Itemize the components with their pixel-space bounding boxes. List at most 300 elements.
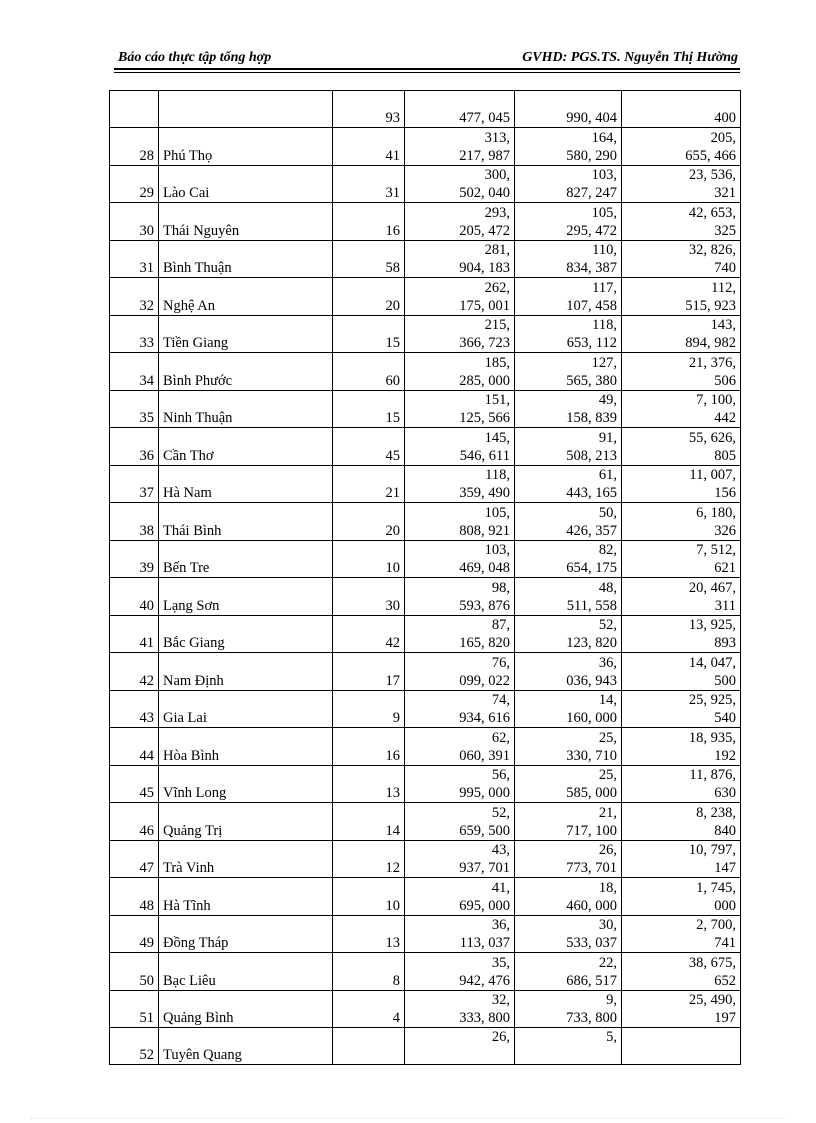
- table-row: [110, 128, 741, 166]
- value-line-1: 30,: [598, 917, 617, 933]
- table-row: [110, 428, 741, 466]
- value-line-1: 110,: [592, 242, 617, 258]
- value-line-1: 117,: [592, 279, 617, 296]
- value-line-2: [409, 1046, 510, 1064]
- project-count-cell: 20: [333, 503, 405, 541]
- value-line-2: 330, 710: [566, 747, 617, 764]
- registered-capital-cell: [405, 915, 515, 953]
- value-line-2: 659, 500: [459, 822, 510, 839]
- row-number-cell: 34: [110, 353, 159, 391]
- value-line-1: 205,: [710, 129, 736, 146]
- value-line-2: 125, 566: [459, 410, 510, 426]
- value-line-1: 55, 626,: [688, 429, 736, 446]
- value-line-1: 74,: [491, 692, 510, 708]
- row-number-cell: 42: [110, 653, 159, 691]
- table-row: [110, 540, 741, 578]
- third-value-cell: [622, 390, 741, 428]
- value-line-2: 158, 839: [566, 410, 617, 426]
- project-count-cell: 16: [333, 728, 405, 766]
- value-line-2: [519, 1046, 617, 1064]
- project-count-cell: 41: [333, 128, 405, 166]
- table-row: [110, 615, 741, 653]
- value-line-2: 460, 000: [566, 897, 617, 914]
- implemented-capital-cell: [515, 203, 622, 241]
- row-number-cell: 39: [110, 540, 159, 578]
- table-row: [110, 315, 741, 353]
- value-line-1: 313,: [484, 129, 510, 146]
- province-cell: Bạc Liêu: [159, 953, 333, 991]
- implemented-capital-cell: [515, 990, 622, 1028]
- table-row: [110, 240, 741, 278]
- implemented-capital-cell: [515, 578, 622, 616]
- table-row: [110, 915, 741, 953]
- header-rule-thin: [114, 72, 740, 73]
- value-line-1: 118,: [485, 467, 510, 483]
- value-line-1: 293,: [484, 204, 510, 221]
- registered-capital-cell: [405, 953, 515, 991]
- third-value-cell: [622, 878, 741, 916]
- value-line-2: 934, 616: [459, 710, 510, 726]
- project-count-cell: 13: [333, 915, 405, 953]
- row-number-cell: 44: [110, 728, 159, 766]
- implemented-capital-cell: [515, 390, 622, 428]
- registered-capital-cell: [405, 840, 515, 878]
- value-line-2: 654, 175: [566, 560, 617, 576]
- value-line-1: 25, 925,: [688, 692, 736, 708]
- value-line-1: 36,: [598, 654, 617, 671]
- value-line-1: 61,: [598, 467, 617, 483]
- table-row: [110, 878, 741, 916]
- value-line-2: 099, 022: [459, 672, 510, 689]
- third-value-cell: [622, 165, 741, 203]
- table-row: [110, 165, 741, 203]
- table-row: [110, 840, 741, 878]
- province-cell: Bắc Giang: [159, 615, 333, 653]
- province-cell: Đồng Tháp: [159, 915, 333, 953]
- project-count-cell: 10: [333, 540, 405, 578]
- value-line-1: 87,: [491, 617, 510, 633]
- registered-capital-cell: [405, 990, 515, 1028]
- province-cell: Bình Thuận: [159, 240, 333, 278]
- value-line-2: 285, 000: [459, 372, 510, 389]
- implemented-capital-cell: [515, 428, 622, 466]
- project-count-cell: 17: [333, 653, 405, 691]
- third-value-cell: [622, 203, 741, 241]
- third-value-cell: [622, 653, 741, 691]
- value-line-2: 894, 982: [685, 335, 736, 351]
- value-line-1: [409, 91, 510, 109]
- row-number-cell: 40: [110, 578, 159, 616]
- value-line-1: 36,: [491, 917, 510, 933]
- row-number-cell: 43: [110, 690, 159, 728]
- table-row: [110, 953, 741, 991]
- table-row: [110, 91, 741, 128]
- implemented-capital-cell: [515, 953, 622, 991]
- value-line-1: 56,: [491, 767, 510, 783]
- value-line-1: 151,: [484, 392, 510, 408]
- project-count-cell: 10: [333, 878, 405, 916]
- value-line-2: 156: [714, 485, 736, 501]
- value-line-2: 311: [714, 597, 736, 614]
- value-line-2: 585, 000: [566, 785, 617, 801]
- value-line-1: 18, 935,: [688, 729, 736, 746]
- implemented-capital-cell: [515, 315, 622, 353]
- value-line-2: 937, 701: [459, 860, 510, 876]
- value-line-2: 400: [714, 110, 736, 126]
- value-line-2: 160, 000: [566, 710, 617, 726]
- registered-capital-cell: [405, 165, 515, 203]
- province-cell: Cần Thơ: [159, 428, 333, 466]
- value-line-1: 48,: [598, 579, 617, 596]
- province-cell: Tiền Giang: [159, 315, 333, 353]
- project-count-cell: 9: [333, 690, 405, 728]
- value-line-2: 426, 357: [566, 522, 617, 539]
- value-line-1: 127,: [591, 354, 617, 371]
- implemented-capital-cell: [515, 128, 622, 166]
- implemented-capital-cell: [515, 728, 622, 766]
- registered-capital-cell: [405, 203, 515, 241]
- province-cell: Nghệ An: [159, 278, 333, 316]
- value-line-2: 469, 048: [459, 560, 510, 576]
- province-cell: Thái Nguyên: [159, 203, 333, 241]
- value-line-1: 262,: [484, 279, 510, 296]
- value-line-2: 893: [714, 635, 736, 651]
- value-line-2: 000: [714, 897, 736, 914]
- value-line-1: 7, 512,: [696, 542, 736, 558]
- value-line-1: 91,: [598, 429, 617, 446]
- registered-capital-cell: [405, 690, 515, 728]
- province-cell: Lào Cai: [159, 165, 333, 203]
- row-number-cell: 28: [110, 128, 159, 166]
- value-line-2: 827, 247: [566, 185, 617, 201]
- value-line-1: 82,: [598, 542, 617, 558]
- value-line-2: 477, 045: [459, 110, 510, 126]
- province-cell: Tuyên Quang: [159, 1028, 333, 1065]
- project-count-cell: 30: [333, 578, 405, 616]
- value-line-1: 26,: [491, 1029, 510, 1045]
- project-count-cell: 12: [333, 840, 405, 878]
- value-line-2: 295, 472: [566, 222, 617, 239]
- table-row: [110, 803, 741, 841]
- value-line-1: 14,: [598, 692, 617, 708]
- table-row: [110, 990, 741, 1028]
- page-header: [118, 50, 738, 70]
- third-value-cell: [622, 953, 741, 991]
- implemented-capital-cell: [515, 278, 622, 316]
- province-cell: Quảng Trị: [159, 803, 333, 841]
- province-cell: Lạng Sơn: [159, 578, 333, 616]
- implemented-capital-cell: [515, 165, 622, 203]
- project-count-cell: 14: [333, 803, 405, 841]
- registered-capital-cell: [405, 278, 515, 316]
- project-count-cell: 58: [333, 240, 405, 278]
- value-line-2: 113, 037: [459, 935, 510, 951]
- third-value-cell: [622, 91, 741, 128]
- registered-capital-cell: [405, 240, 515, 278]
- table-row: [110, 653, 741, 691]
- value-line-2: 502, 040: [459, 185, 510, 201]
- value-line-1: 10, 797,: [688, 842, 736, 858]
- province-cell: Bình Phước: [159, 353, 333, 391]
- value-line-1: 145,: [484, 429, 510, 446]
- registered-capital-cell: [405, 803, 515, 841]
- implemented-capital-cell: [515, 915, 622, 953]
- value-line-2: 123, 820: [566, 635, 617, 651]
- registered-capital-cell: [405, 353, 515, 391]
- project-count-cell: 31: [333, 165, 405, 203]
- row-number-cell: 31: [110, 240, 159, 278]
- third-value-cell: [622, 690, 741, 728]
- value-line-2: 325: [714, 222, 736, 239]
- value-line-1: 14, 047,: [688, 654, 736, 671]
- project-count-cell: 20: [333, 278, 405, 316]
- registered-capital-cell: [405, 315, 515, 353]
- value-line-2: 540: [714, 710, 736, 726]
- registered-capital-cell: [405, 540, 515, 578]
- value-line-2: 995, 000: [459, 785, 510, 801]
- project-count-cell: 13: [333, 765, 405, 803]
- value-line-1: 18,: [598, 879, 617, 896]
- value-line-1: [626, 1028, 736, 1046]
- value-line-1: 105,: [591, 204, 617, 221]
- value-line-1: 49,: [598, 392, 617, 408]
- value-line-2: 808, 921: [459, 522, 510, 539]
- province-cell: Vĩnh Long: [159, 765, 333, 803]
- value-line-1: 103,: [484, 542, 510, 558]
- implemented-capital-cell: [515, 503, 622, 541]
- value-line-1: 98,: [491, 579, 510, 596]
- row-number-cell: 35: [110, 390, 159, 428]
- value-line-1: [519, 91, 617, 109]
- value-line-2: 217, 987: [459, 147, 510, 164]
- value-line-2: 741: [714, 935, 736, 951]
- value-line-1: 118,: [592, 317, 617, 333]
- value-line-2: 942, 476: [459, 972, 510, 989]
- province-cell: Ninh Thuận: [159, 390, 333, 428]
- value-line-1: 26,: [598, 842, 617, 858]
- project-count-cell: 15: [333, 315, 405, 353]
- value-line-1: 38, 675,: [688, 954, 736, 971]
- implemented-capital-cell: [515, 465, 622, 503]
- value-line-1: 22,: [598, 954, 617, 971]
- implemented-capital-cell: [515, 91, 622, 128]
- province-cell: Hà Tĩnh: [159, 878, 333, 916]
- third-value-cell: [622, 428, 741, 466]
- value-line-1: 32, 826,: [688, 242, 736, 258]
- row-number-cell: 51: [110, 990, 159, 1028]
- project-count-cell: 21: [333, 465, 405, 503]
- value-line-1: 21,: [598, 804, 617, 821]
- row-number-cell: 33: [110, 315, 159, 353]
- value-line-1: 21, 376,: [688, 354, 736, 371]
- value-line-1: 41,: [491, 879, 510, 896]
- value-line-1: 52,: [491, 804, 510, 821]
- value-line-2: 366, 723: [459, 335, 510, 351]
- value-line-2: 773, 701: [566, 860, 617, 876]
- value-line-1: 23, 536,: [688, 167, 736, 183]
- implemented-capital-cell: [515, 653, 622, 691]
- implemented-capital-cell: [515, 353, 622, 391]
- value-line-1: 32,: [491, 992, 510, 1008]
- value-line-1: 13, 925,: [688, 617, 736, 633]
- table-row: [110, 203, 741, 241]
- project-count-cell: 42: [333, 615, 405, 653]
- header-supervisor: GVHD: PGS.TS. Nguyễn Thị Hường: [522, 50, 738, 65]
- implemented-capital-cell: [515, 690, 622, 728]
- fdi-province-table: [109, 90, 741, 1065]
- row-number-cell: 52: [110, 1028, 159, 1065]
- row-number-cell: 45: [110, 765, 159, 803]
- value-line-1: 11, 007,: [689, 467, 736, 483]
- implemented-capital-cell: [515, 240, 622, 278]
- value-line-1: 50,: [598, 504, 617, 521]
- project-count-cell: 15: [333, 390, 405, 428]
- value-line-2: 630: [714, 785, 736, 801]
- value-line-2: 205, 472: [459, 222, 510, 239]
- row-number-cell: 46: [110, 803, 159, 841]
- registered-capital-cell: [405, 653, 515, 691]
- table-row: [110, 503, 741, 541]
- third-value-cell: [622, 240, 741, 278]
- third-value-cell: [622, 915, 741, 953]
- province-cell: Trà Vinh: [159, 840, 333, 878]
- value-line-1: 20, 467,: [688, 579, 736, 596]
- implemented-capital-cell: [515, 878, 622, 916]
- value-line-1: 143,: [710, 317, 736, 333]
- project-count-cell: 60: [333, 353, 405, 391]
- value-line-2: 333, 800: [459, 1010, 510, 1026]
- value-line-2: 653, 112: [566, 335, 617, 351]
- value-line-2: 546, 611: [459, 447, 510, 464]
- value-line-2: [626, 1046, 736, 1064]
- value-line-2: 533, 037: [566, 935, 617, 951]
- value-line-1: 62,: [491, 729, 510, 746]
- value-line-2: 733, 800: [566, 1010, 617, 1026]
- value-line-2: 147: [714, 860, 736, 876]
- registered-capital-cell: [405, 728, 515, 766]
- value-line-1: 25, 490,: [688, 992, 736, 1008]
- value-line-1: 7, 100,: [696, 392, 736, 408]
- project-count-cell: 8: [333, 953, 405, 991]
- value-line-2: 904, 183: [459, 260, 510, 276]
- province-cell: Gia Lai: [159, 690, 333, 728]
- implemented-capital-cell: [515, 540, 622, 578]
- province-cell: Bến Tre: [159, 540, 333, 578]
- row-number-cell: 41: [110, 615, 159, 653]
- registered-capital-cell: [405, 390, 515, 428]
- value-line-2: 515, 923: [685, 297, 736, 314]
- registered-capital-cell: [405, 878, 515, 916]
- third-value-cell: [622, 990, 741, 1028]
- value-line-1: [626, 91, 736, 109]
- table-row: [110, 728, 741, 766]
- value-line-1: 11, 876,: [689, 767, 736, 783]
- value-line-2: 565, 380: [566, 372, 617, 389]
- value-line-1: 8, 238,: [696, 804, 736, 821]
- table-body: [110, 91, 741, 1065]
- third-value-cell: [622, 1028, 741, 1065]
- registered-capital-cell: [405, 765, 515, 803]
- row-number-cell: 29: [110, 165, 159, 203]
- implemented-capital-cell: [515, 803, 622, 841]
- value-line-2: 840: [714, 822, 736, 839]
- value-line-1: 43,: [491, 842, 510, 858]
- value-line-1: 52,: [598, 617, 617, 633]
- registered-capital-cell: [405, 1028, 515, 1065]
- value-line-1: 1, 745,: [696, 879, 736, 896]
- value-line-1: 103,: [591, 167, 617, 183]
- third-value-cell: [622, 503, 741, 541]
- value-line-2: 990, 404: [566, 110, 617, 126]
- value-line-2: 443, 165: [566, 485, 617, 501]
- third-value-cell: [622, 728, 741, 766]
- value-line-2: 717, 100: [566, 822, 617, 839]
- third-value-cell: [622, 765, 741, 803]
- value-line-1: 25,: [598, 729, 617, 746]
- value-line-2: 621: [714, 560, 736, 576]
- value-line-2: 060, 391: [459, 747, 510, 764]
- value-line-2: 506: [714, 372, 736, 389]
- province-cell: Nam Định: [159, 653, 333, 691]
- implemented-capital-cell: [515, 765, 622, 803]
- value-line-2: 593, 876: [459, 597, 510, 614]
- value-line-1: 105,: [484, 504, 510, 521]
- value-line-1: 185,: [484, 354, 510, 371]
- value-line-1: 164,: [591, 129, 617, 146]
- table-row: [110, 690, 741, 728]
- value-line-2: 740: [714, 260, 736, 276]
- value-line-2: 036, 943: [566, 672, 617, 689]
- value-line-2: 175, 001: [459, 297, 510, 314]
- value-line-2: 508, 213: [566, 447, 617, 464]
- value-line-2: 326: [714, 522, 736, 539]
- value-line-2: 359, 490: [459, 485, 510, 501]
- registered-capital-cell: [405, 615, 515, 653]
- third-value-cell: [622, 315, 741, 353]
- value-line-2: 500: [714, 672, 736, 689]
- province-cell: Hà Nam: [159, 465, 333, 503]
- third-value-cell: [622, 128, 741, 166]
- header-rule-thick: [114, 68, 740, 70]
- value-line-1: 281,: [484, 242, 510, 258]
- value-line-2: 834, 387: [566, 260, 617, 276]
- province-cell: Thái Bình: [159, 503, 333, 541]
- row-number-cell: 47: [110, 840, 159, 878]
- value-line-2: 805: [714, 447, 736, 464]
- value-line-1: 2, 700,: [696, 917, 736, 933]
- value-line-2: 197: [714, 1010, 736, 1026]
- value-line-2: 652: [714, 972, 736, 989]
- value-line-2: 511, 558: [566, 597, 617, 614]
- row-number-cell: 50: [110, 953, 159, 991]
- third-value-cell: [622, 840, 741, 878]
- value-line-1: 300,: [484, 167, 510, 183]
- implemented-capital-cell: [515, 1028, 622, 1065]
- project-count-cell: 16: [333, 203, 405, 241]
- row-number-cell: 49: [110, 915, 159, 953]
- value-line-2: 165, 820: [459, 635, 510, 651]
- value-line-2: 442: [714, 410, 736, 426]
- value-line-1: 5,: [606, 1029, 617, 1045]
- third-value-cell: [622, 465, 741, 503]
- registered-capital-cell: [405, 91, 515, 128]
- value-line-1: 9,: [606, 992, 617, 1008]
- project-count-cell: 45: [333, 428, 405, 466]
- third-value-cell: [622, 540, 741, 578]
- table-row: [110, 353, 741, 391]
- value-line-2: 655, 466: [685, 147, 736, 164]
- value-line-1: 112,: [711, 279, 736, 296]
